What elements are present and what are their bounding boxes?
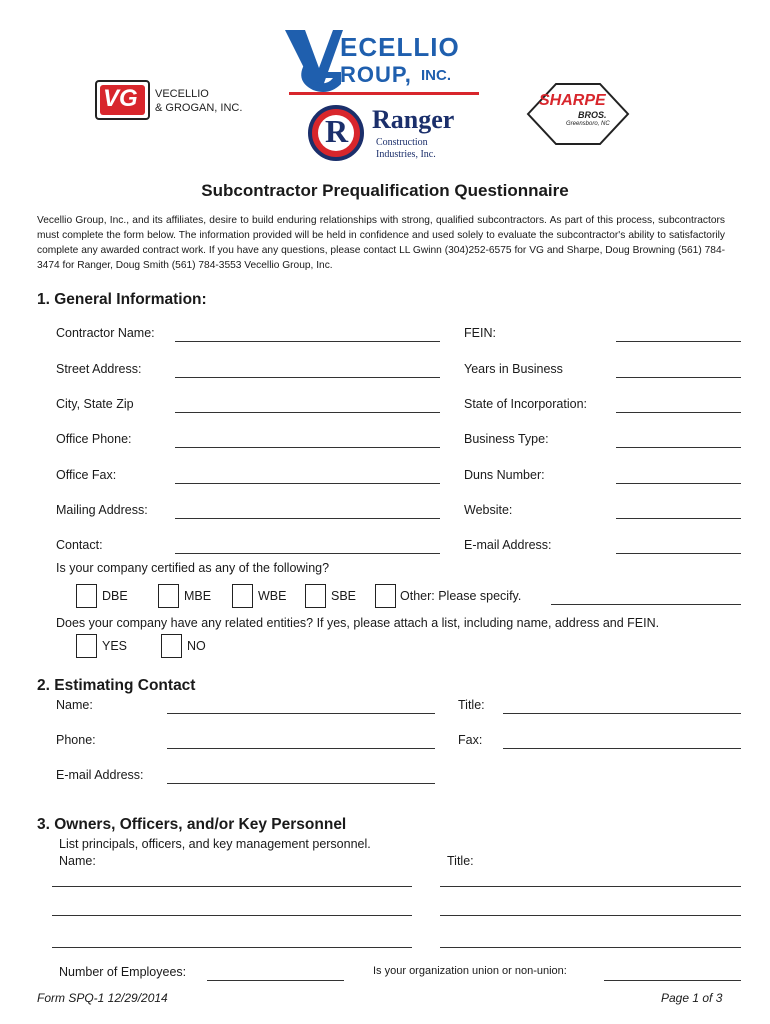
- vecellio-grogan-line1: VECELLIO: [155, 88, 209, 100]
- personnel-name-header: Name:: [59, 854, 96, 868]
- cert-other-label: Other: Please specify.: [400, 589, 522, 603]
- page-number: Page 1 of 3: [661, 991, 723, 1005]
- section3-subtext: List principals, officers, and key management personnel.: [59, 837, 371, 851]
- page-title: Subcontractor Prequalification Questionnaire: [201, 181, 569, 200]
- related-no-label: NO: [187, 639, 206, 653]
- general-right-field-3[interactable]: [616, 412, 741, 413]
- personnel-name-field-3[interactable]: [52, 947, 412, 948]
- general-right-field-5[interactable]: [616, 483, 741, 484]
- ranger-name: Ranger: [372, 105, 455, 134]
- general-left-label-4: Office Phone:: [56, 432, 132, 446]
- general-left-field-5[interactable]: [175, 483, 440, 484]
- general-right-label-1: FEIN:: [464, 326, 496, 340]
- general-right-label-4: Business Type:: [464, 432, 549, 446]
- general-right-field-2[interactable]: [616, 377, 741, 378]
- personnel-title-field-2[interactable]: [440, 915, 741, 916]
- general-right-field-1[interactable]: [616, 341, 741, 342]
- general-right-label-2: Years in Business: [464, 362, 563, 376]
- vg-mark-text: VG: [103, 85, 138, 112]
- personnel-title-header: Title:: [447, 854, 474, 868]
- union-field[interactable]: [604, 980, 741, 981]
- estimating-title-field[interactable]: [503, 713, 741, 714]
- general-right-field-7[interactable]: [616, 553, 741, 554]
- cert-mbe-checkbox[interactable]: [158, 584, 179, 608]
- estimating-email-field[interactable]: [167, 783, 435, 784]
- cert-sbe-checkbox[interactable]: [305, 584, 326, 608]
- ranger-logo: [308, 103, 468, 163]
- general-left-field-3[interactable]: [175, 412, 440, 413]
- sharpe-logo: [526, 82, 630, 146]
- estimating-name-field[interactable]: [167, 713, 435, 714]
- ranger-sub1: Construction: [376, 137, 428, 148]
- section3-heading: 3. Owners, Officers, and/or Key Personnel: [37, 816, 347, 833]
- vecellio-group-logo: [283, 24, 483, 102]
- cert-question: Is your company certified as any of the following?: [56, 561, 330, 575]
- personnel-title-field-1[interactable]: [440, 886, 741, 887]
- personnel-name-field-1[interactable]: [52, 886, 412, 887]
- related-no-checkbox[interactable]: [161, 634, 182, 658]
- ranger-mark-letter: R: [325, 113, 349, 149]
- general-left-label-7: Contact:: [56, 538, 103, 552]
- intro-paragraph: Vecellio Group, Inc., and its affiliates, desire to build enduring relationships with strong, qualified subcontractors. As part of this process, subcontractors must complete the form below. The information provided will be held in confidence and used solely to evaluate the subcontractor's ability to satisfactorily complete any awarded contract work. If you have any questions, please contact LL Gwinn (304)252-6575 for VG and Sharpe, Doug Browning (561) 784-3474 for Ranger, Doug Smith (561) 784-3553 Vecellio Group, Inc.: [37, 215, 725, 271]
- general-left-field-2[interactable]: [175, 377, 440, 378]
- general-right-label-5: Duns Number:: [464, 468, 545, 482]
- estimating-name-label: Name:: [56, 698, 93, 712]
- section2-heading: 2. Estimating Contact: [37, 677, 196, 694]
- general-left-field-7[interactable]: [175, 553, 440, 554]
- sharpe-name: SHARPE: [539, 92, 606, 109]
- general-right-label-6: Website:: [464, 503, 513, 517]
- logo-red-rule: [289, 92, 479, 95]
- cert-sbe-label: SBE: [331, 589, 357, 603]
- general-left-field-1[interactable]: [175, 341, 440, 342]
- cert-other-specify-field[interactable]: [551, 604, 741, 605]
- general-left-field-6[interactable]: [175, 518, 440, 519]
- cert-mbe-label: MBE: [184, 589, 212, 603]
- union-label: Is your organization union or non-union:: [373, 965, 567, 977]
- general-left-label-6: Mailing Address:: [56, 503, 148, 517]
- general-left-label-5: Office Fax:: [56, 468, 117, 482]
- estimating-fax-field[interactable]: [503, 748, 741, 749]
- general-right-field-6[interactable]: [616, 518, 741, 519]
- personnel-title-field-3[interactable]: [440, 947, 741, 948]
- general-right-field-4[interactable]: [616, 447, 741, 448]
- general-left-label-3: City, State Zip: [56, 397, 134, 411]
- cert-dbe-checkbox[interactable]: [76, 584, 97, 608]
- employees-label: Number of Employees:: [59, 965, 187, 979]
- general-left-label-1: Contractor Name:: [56, 326, 155, 340]
- estimating-title-label: Title:: [458, 698, 485, 712]
- vecellio-grogan-logo: [95, 80, 265, 122]
- form-number: Form SPQ-1 12/29/2014: [37, 991, 168, 1005]
- sharpe-bros: BROS.: [578, 110, 607, 120]
- personnel-name-field-2[interactable]: [52, 915, 412, 916]
- related-yes-label: YES: [102, 639, 128, 653]
- related-entities-question: Does your company have any related entities? If yes, please attach a list, including name, address and FEIN.: [56, 616, 660, 630]
- cert-wbe-label: WBE: [258, 589, 287, 603]
- section1-heading: 1. General Information:: [37, 291, 207, 308]
- cert-other-checkbox[interactable]: [375, 584, 396, 608]
- estimating-phone-label: Phone:: [56, 733, 96, 747]
- general-left-field-4[interactable]: [175, 447, 440, 448]
- vecellio-group-inc: INC.: [421, 67, 451, 84]
- estimating-fax-label: Fax:: [458, 733, 483, 747]
- general-right-label-3: State of Incorporation:: [464, 397, 587, 411]
- ranger-mark: [308, 105, 364, 161]
- general-left-label-2: Street Address:: [56, 362, 142, 376]
- vecellio-group-line1: ECELLIO: [340, 32, 460, 62]
- estimating-email-label: E-mail Address:: [56, 768, 144, 782]
- ranger-sub2: Industries, Inc.: [376, 149, 436, 160]
- vecellio-grogan-line2: & GROGAN, INC.: [155, 102, 243, 114]
- vecellio-group-line2: ROUP,: [340, 62, 412, 87]
- related-yes-checkbox[interactable]: [76, 634, 97, 658]
- employees-field[interactable]: [207, 980, 344, 981]
- cert-dbe-label: DBE: [102, 589, 128, 603]
- cert-wbe-checkbox[interactable]: [232, 584, 253, 608]
- vg-mark: [95, 80, 150, 120]
- estimating-phone-field[interactable]: [167, 748, 435, 749]
- sharpe-city: Greensboro, NC: [566, 121, 610, 127]
- general-right-label-7: E-mail Address:: [464, 538, 552, 552]
